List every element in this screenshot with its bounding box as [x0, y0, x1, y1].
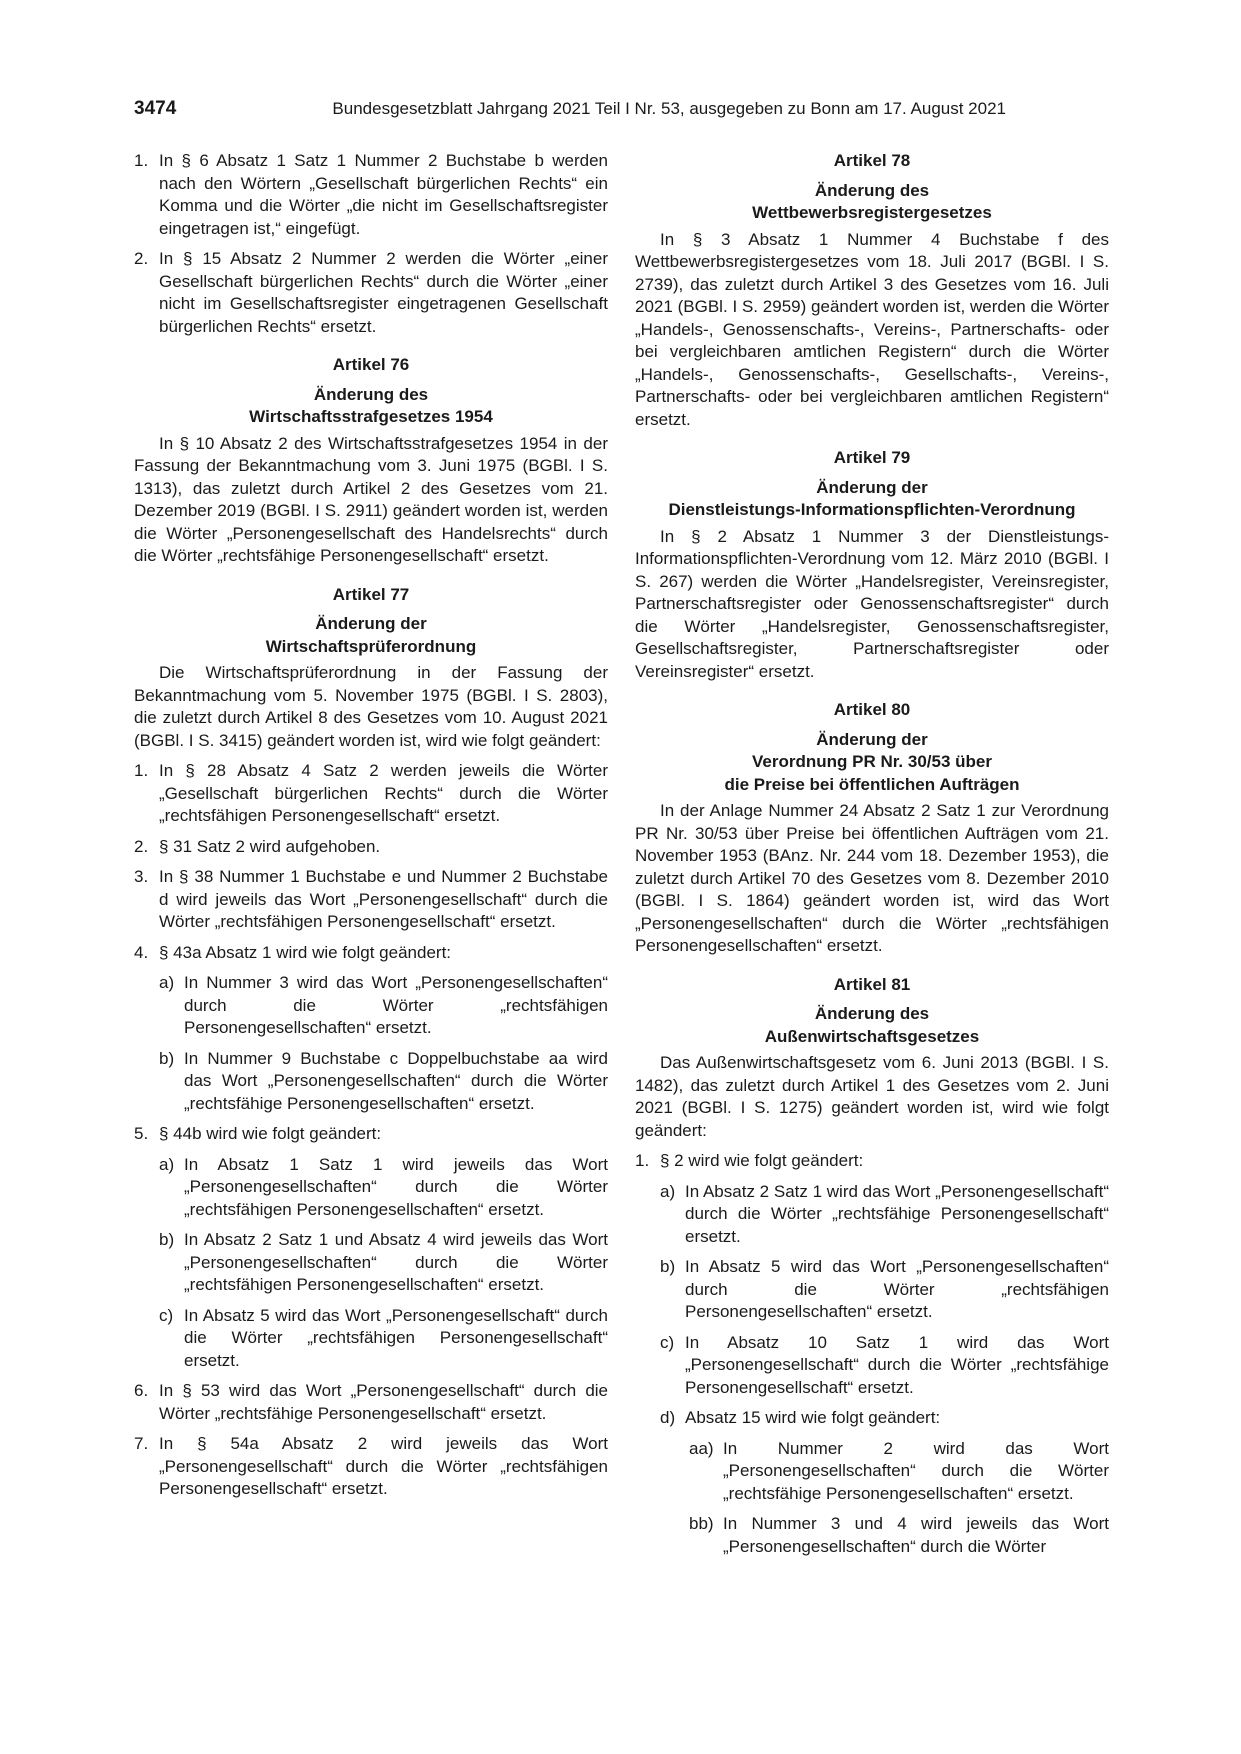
- item-label: 1.: [134, 761, 149, 780]
- article-title-line: Dienstleistungs-Informationspflichten-Verordnung: [668, 500, 1076, 519]
- article-title-line: Verordnung PR Nr. 30/53 über: [752, 752, 992, 771]
- item-text: § 44b wird wie folgt geändert:: [159, 1124, 382, 1143]
- publication-title: Bundesgesetzblatt Jahrgang 2021 Teil I Nr. 53, ausgegeben zu Bonn am 17. August 2021: [332, 99, 1006, 118]
- article-paragraph: In § 2 Absatz 1 Nummer 3 der Dienstleistungs-Informationspflichten-Verordnung vom 12. März 2010 (BGBl. I S. 267) werden die Wörter „Handelsregister, Vereinsregister, Partnerschaftsregister oder Genossenschaftsregister“ durch die Wörter „Handelsregister, Genossenschaftsregister, Gesellschaftsregister, Partnerschaftsregister oder Vereinsregister“ ersetzt.: [635, 526, 1109, 681]
- item-text: In § 6 Absatz 1 Satz 1 Nummer 2 Buchstabe b werden nach den Wörtern „Gesellschaft bürgerlichen Rechts“ ein Komma und die Wörter „die nicht im Gesellschaftsregister eingetragen ist,“ eingefügt.: [159, 151, 608, 238]
- article-paragraph: Die Wirtschaftsprüferordnung in der Fassung der Bekanntmachung vom 5. November 1975 (BGBl. I S. 2803), die zuletzt durch Artikel 8 des Gesetzes vom 10. August 2021 (BGBl. I S. 3415) geändert worden ist, wird wie folgt geändert:: [134, 663, 608, 750]
- item-text: In Absatz 2 Satz 1 wird das Wort „Personengesellschaft“ durch die Wörter „rechtsfähige Personengesellschaft“ ersetzt.: [685, 1181, 1109, 1246]
- article-number: Artikel 76: [332, 355, 410, 374]
- item-text: In § 28 Absatz 4 Satz 2 werden jeweils die Wörter „Gesellschaft bürgerlichen Rechts“ durch die Wörter „rechtsfähigen Personengesellschaft“ ersetzt.: [159, 761, 608, 825]
- article-number: Artikel 77: [332, 584, 410, 604]
- item-label: 1.: [134, 151, 149, 170]
- item-text: In Absatz 5 wird das Wort „Personengesellschaften“ durch die Wörter „rechtsfähigen Personengesellschaften“ ersetzt.: [685, 1257, 1109, 1321]
- sub-list-item: [159, 1154, 608, 1222]
- article-paragraph: In § 10 Absatz 2 des Wirtschaftsstrafgesetzes 1954 in der Fassung der Bekanntmachung vom 3. Juni 1975 (BGBl. I S. 1313), das zuletzt durch Artikel 2 des Gesetzes vom 21. Dezember 2019 (BGBl. I S. 2911) geändert worden ist, werden die Wörter „Personengesellschaft des Handelsrechts“ durch die Wörter „rechtsfähige Personengesellschaft“ ersetzt.: [134, 433, 608, 565]
- article-title-line: Wirtschaftsprüferordnung: [265, 636, 477, 656]
- item-text: In Nummer 3 wird das Wort „Personengesellschaften“ durch die Wörter „rechtsfähigen Personengesellschaften“ ersetzt.: [184, 973, 608, 1037]
- item-text: In Nummer 3 und 4 wird jeweils das Wort „Personengesellschaften“ durch die Wörter: [723, 1514, 1109, 1556]
- article-number: Artikel 78: [833, 151, 911, 170]
- article-title-line: Änderung des: [814, 180, 930, 200]
- sub-list-item: [159, 972, 608, 1040]
- right-column: [635, 150, 1109, 1566]
- list-item: [134, 760, 608, 828]
- article-paragraph: In § 3 Absatz 1 Nummer 4 Buchstabe f des Wettbewerbsregistergesetzes vom 18. Juli 2017 (BGBl. I S. 2739), das zuletzt durch Artikel 3 des Gesetzes vom 16. Juli 2021 (BGBl. I S. 2959) geändert worden ist, werden die Wörter „Handels-, Genossenschafts-, Vereins-, Partnerschafts- oder bei vergleichbaren amtlichen Registern“ durch die Wörter „Handels-, Genossenschafts-, Gesellschafts-, Vereins-, Partnerschafts- oder bei vergleichbaren amtlichen Registern“ ersetzt.: [635, 229, 1109, 429]
- item-text: Absatz 15 wird wie folgt geändert:: [685, 1408, 941, 1427]
- page-number: 3474: [134, 98, 177, 119]
- item-label: d): [660, 1408, 676, 1427]
- item-label: aa): [689, 1438, 714, 1458]
- article-title-line: Wirtschaftsstrafgesetzes 1954: [249, 407, 493, 426]
- list-item: [134, 866, 608, 934]
- item-text: § 31 Satz 2 wird aufgehoben.: [159, 836, 381, 856]
- item-label: 3.: [134, 867, 149, 886]
- list-item: [635, 1150, 1109, 1173]
- article-title-line: Änderung der: [816, 477, 928, 497]
- list-item: [134, 1433, 608, 1501]
- item-label: b): [159, 1230, 175, 1249]
- item-text: In § 15 Absatz 2 Nummer 2 werden die Wörter „einer Gesellschaft bürgerlichen Rechts“ durch die Wörter „einer nicht im Gesellschaftsregister eingetragenen Gesellschaft bürgerlichen Rechts“ ersetzt.: [159, 249, 608, 336]
- sub-sub-list-item: [689, 1513, 1109, 1558]
- item-label: a): [159, 973, 175, 992]
- page-header: [134, 98, 1006, 128]
- sub-list-item: [159, 1048, 608, 1116]
- list-item: [134, 248, 608, 338]
- article-title-line: die Preise bei öffentlichen Aufträgen: [724, 774, 1020, 794]
- list-item: [134, 942, 608, 965]
- item-label: 5.: [134, 1124, 149, 1143]
- item-label: bb): [689, 1514, 714, 1533]
- item-text: § 2 wird wie folgt geändert:: [660, 1151, 864, 1170]
- item-text: § 43a Absatz 1 wird wie folgt geändert:: [159, 942, 452, 962]
- sub-list-item: [660, 1256, 1109, 1324]
- item-text: In Absatz 2 Satz 1 und Absatz 4 wird jeweils das Wort „Personengesellschaften“ durch die Wörter „rechtsfähigen Personengesellschaften“ ersetzt.: [184, 1230, 608, 1294]
- article-title-line: Änderung des: [313, 384, 429, 404]
- article-title-line: Änderung der: [315, 614, 427, 633]
- sub-list-item: [159, 1229, 608, 1297]
- item-text: In § 54a Absatz 2 wird jeweils das Wort „Personengesellschaft“ durch die Wörter „rechtsfähigen Personengesellschaft“ ersetzt.: [159, 1434, 608, 1498]
- item-label: 2.: [134, 249, 149, 268]
- list-item: [134, 1380, 608, 1425]
- article-paragraph: Das Außenwirtschaftsgesetz vom 6. Juni 2013 (BGBl. I S. 1482), das zuletzt durch Artikel 1 des Gesetzes vom 2. Juni 2021 (BGBl. I S. 1275) geändert worden ist, wird wie folgt geändert:: [635, 1053, 1109, 1140]
- item-label: b): [660, 1257, 676, 1276]
- article-number: Artikel 80: [833, 700, 911, 719]
- article-title-line: Änderung des: [814, 1004, 930, 1023]
- item-text: In § 53 wird das Wort „Personengesellschaft“ durch die Wörter „rechtsfähige Personengesellschaft“ ersetzt.: [159, 1381, 608, 1423]
- item-label: a): [660, 1181, 676, 1201]
- article-paragraph: In der Anlage Nummer 24 Absatz 2 Satz 1 zur Verordnung PR Nr. 30/53 über Preise bei öffentlichen Aufträgen vom 21. November 1953 (BAnz. Nr. 244 vom 18. Dezember 1953), die zuletzt durch Artikel 70 des Gesetzes vom 8. Dezember 2010 (BGBl. I S. 1864) geändert worden ist, wird das Wort „Personengesellschaften“ durch die Wörter „rechtsfähigen Personengesellschaften“ ersetzt.: [635, 801, 1109, 955]
- item-label: c): [159, 1305, 174, 1325]
- item-text: In Nummer 2 wird das Wort „Personengesellschaften“ durch die Wörter „rechtsfähige Personengesellschaften“ ersetzt.: [723, 1438, 1109, 1503]
- item-text: In § 38 Nummer 1 Buchstabe e und Nummer 2 Buchstabe d wird jeweils das Wort „Personengesellschaft“ durch die Wörter „rechtsfähigen Personengesellschaft“ ersetzt.: [159, 867, 608, 931]
- item-label: 6.: [134, 1381, 149, 1400]
- item-label: 4.: [134, 942, 149, 962]
- item-label: 1.: [635, 1151, 650, 1170]
- sub-list-item: [159, 1305, 608, 1373]
- item-text: In Absatz 1 Satz 1 wird jeweils das Wort „Personengesellschaften“ durch die Wörter „rechtsfähigen Personengesellschaften“ ersetzt.: [184, 1154, 608, 1219]
- item-label: c): [660, 1332, 675, 1352]
- item-text: In Absatz 10 Satz 1 wird das Wort „Personengesellschaft“ durch die Wörter „rechtsfähige Personengesellschaft“ ersetzt.: [685, 1332, 1109, 1397]
- list-item: [134, 836, 608, 859]
- item-text: In Nummer 9 Buchstabe c Doppelbuchstabe aa wird das Wort „Personengesellschaften“ durch die Wörter „rechtsfähige Personengesellschaften“ ersetzt.: [184, 1048, 608, 1113]
- sub-list-item: [660, 1332, 1109, 1400]
- sub-list-item: [660, 1407, 1109, 1430]
- article-title-line: Wettbewerbsregistergesetzes: [752, 203, 992, 222]
- article-title-line: Außenwirtschaftsgesetzes: [764, 1026, 980, 1046]
- item-label: 7.: [134, 1434, 149, 1453]
- item-label: a): [159, 1154, 175, 1174]
- list-item: [134, 150, 608, 240]
- left-column: [134, 150, 608, 1509]
- article-number: Artikel 81: [833, 974, 911, 994]
- item-label: b): [159, 1048, 175, 1068]
- list-item: [134, 1123, 608, 1146]
- sub-sub-list-item: [689, 1438, 1109, 1506]
- item-text: In Absatz 5 wird das Wort „Personengesellschaft“ durch die Wörter „rechtsfähigen Personengesellschaft“ ersetzt.: [184, 1305, 608, 1370]
- article-number: Artikel 79: [833, 448, 911, 467]
- sub-list-item: [660, 1181, 1109, 1249]
- article-title-line: Änderung der: [816, 729, 928, 749]
- item-label: 2.: [134, 836, 149, 856]
